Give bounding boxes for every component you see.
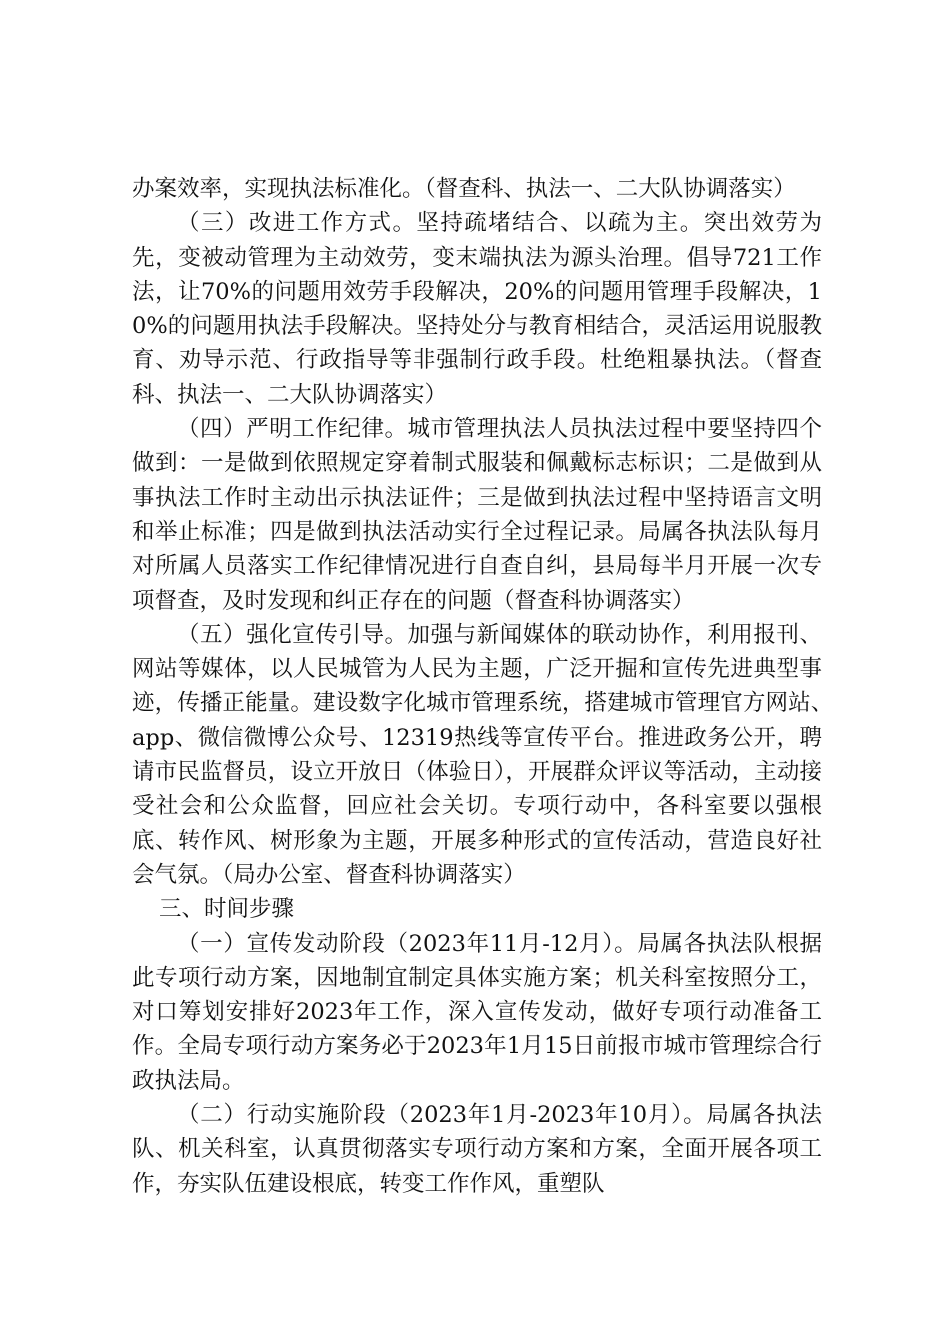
paragraph-case-efficiency: 办案效率，实现执法标准化。（督查科、执法一、二大队协调落实） (132, 176, 796, 202)
paragraph-publicity: （五）强化宣传引导。加强与新闻媒体的联动协作，利用报刊、网站等媒体，以人民城管为人民为主题，广泛开掘和宣传先进典型事迹，传播正能量。建设数字化城市管理系统，搭建城市管理官方网站、 app、微信微博公众号、12319热线等宣传平台。推进政务公开，聘请市民监督员，设立开放日（体验日），开展群众评议等活动，主动接受社会和公众监督，回应社会关切。专项行动中，各科室要以强根底、转作风、树形象为主题，开展多种形式的宣传活动，营造良好社会气氛。（局办公室、督查科协调落实） (132, 621, 845, 888)
paragraph-work-method: （三）改进工作方式。坚持疏堵结合、以疏为主。突出效劳为先，变被动管理为主动效劳，变末端执法为源头治理。倡导721工作法，让70%的问题用效劳手段解决，20%的问题用管理手段解决，10%的问题用执法手段解决。坚持处分与教育相结合，灵活运用说服教育、劝导示范、行政指导等非强制行政手段。杜绝粗暴执法。（督查科、执法一、二大队协调落实） (132, 210, 822, 408)
paragraph-work-discipline: （四）严明工作纪律。城市管理执法人员执法过程中要坚持四个做到：一是做到依照规定穿着制式服装和佩戴标志标识；二是做到从事执法工作时主动出示执法证件；三是做到执法过程中坚持语言文明和举止标准；四是做到执法活动实行全过程记录。局属各执法队每月对所属人员落实工作纪律情况进行自查自纠，县局每半月开展一次专项督查，及时发现和纠正存在的问题（督查科协调落实） (132, 416, 822, 614)
document-body (132, 172, 845, 1201)
section-heading-time-steps: 三、时间步骤 (159, 896, 295, 923)
paragraph-mobilization-stage: （一）宣传发动阶段（2023年11月-12月）。局属各执法队根据此专项行动方案，因地制宜制定具体实施方案；机关科室按照分工，对口筹划安排好2023年工作，深入宣传发动，做好专项行动准备工作。全局专项行动方案务必于2023年1月15日前报市城市管理综合行政执法局。 (132, 930, 822, 1094)
paragraph-implementation-stage: （二）行动实施阶段（2023年1月-2023年10月）。局属各执法队、机关科室，认真贯彻落实专项行动方案和方案，全面开展各项工作，夯实队伍建设根底，转变工作作风，重塑队 (132, 1102, 822, 1197)
